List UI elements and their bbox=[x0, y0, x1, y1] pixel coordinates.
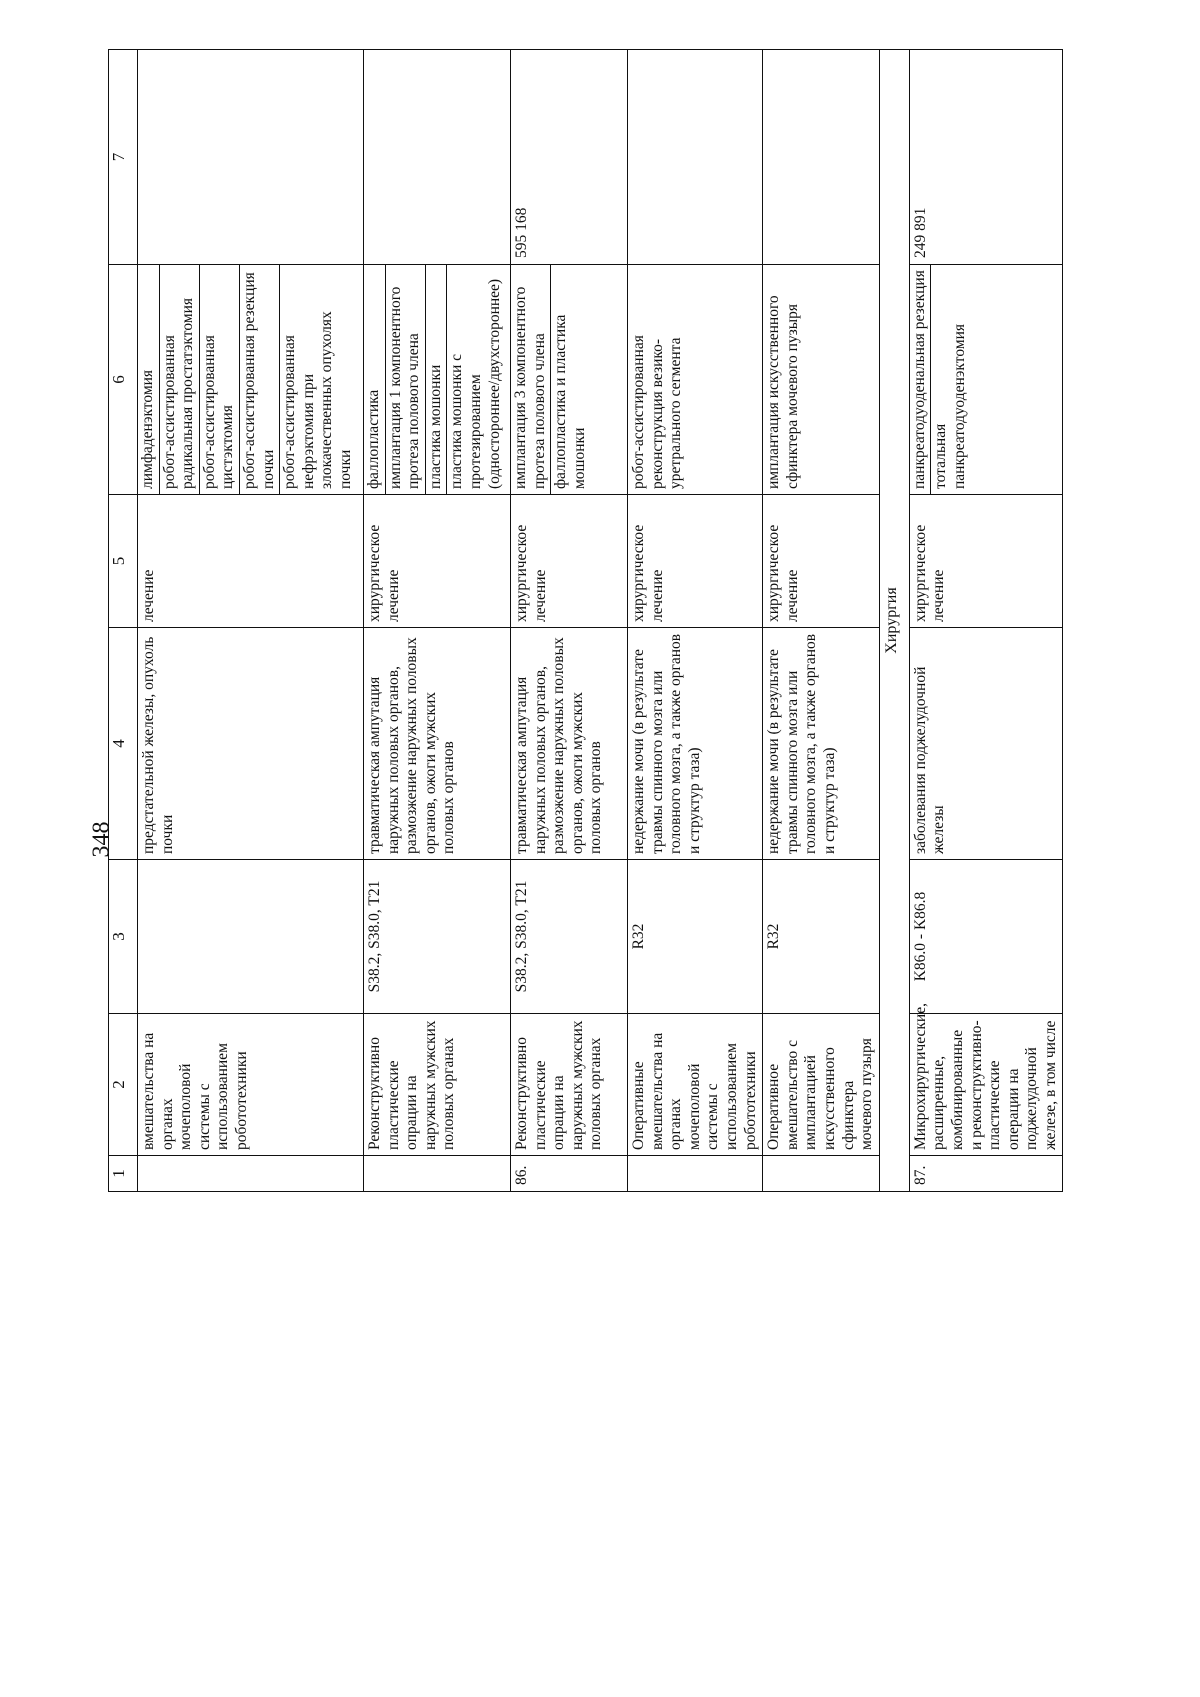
method-item: лимфаденэктомия bbox=[138, 265, 159, 494]
service-name: Микрохирургические, расширенные, комбинированные и реконструктивно-пластические операции на поджелудочной железе, в том числе bbox=[909, 1014, 1063, 1156]
treatment-type: хирургическое лечение bbox=[511, 495, 628, 628]
treatment-methods bbox=[511, 265, 628, 495]
service-name: Оперативные вмешательства на органах мочеполовой системы с использованием робототехники bbox=[628, 1014, 763, 1156]
treatment-methods bbox=[138, 265, 364, 495]
treatment-type: хирургическое лечение bbox=[763, 495, 880, 628]
row-number bbox=[138, 1156, 364, 1192]
method-item: имплантация 3 компонентного протеза полового члена bbox=[511, 265, 551, 494]
services-table bbox=[108, 49, 1063, 1192]
table-row bbox=[364, 50, 511, 1192]
table-row bbox=[511, 50, 628, 1192]
column-header: 4 bbox=[109, 628, 138, 860]
price: 249 891 bbox=[909, 50, 1063, 265]
method-item: пластика мошонки bbox=[425, 265, 447, 494]
icd-codes: S38.2, S38.0, T21 bbox=[364, 860, 511, 1014]
method-item: робот-ассистированная нефрэктомия при злокачественных опухолях почки bbox=[281, 311, 354, 489]
icd-codes: R32 bbox=[763, 860, 880, 1014]
price bbox=[364, 50, 511, 265]
icd-codes bbox=[138, 860, 364, 1014]
section-title: Хирургия bbox=[879, 50, 909, 1192]
column-header: 1 bbox=[109, 1156, 138, 1192]
price bbox=[138, 50, 364, 265]
patient-model: предстательной железы, опухоль почки bbox=[138, 628, 364, 860]
treatment-methods: имплантация искусственного сфинктера мочевого пузыря bbox=[763, 265, 880, 495]
column-header: 6 bbox=[109, 265, 138, 495]
column-header: 7 bbox=[109, 50, 138, 265]
method-item: робот-ассистированная резекция почки bbox=[239, 265, 279, 494]
method-item: тотальная панкреатодуоденэктомия bbox=[932, 323, 968, 489]
treatment-type: лечение bbox=[138, 495, 364, 628]
table-row bbox=[628, 50, 763, 1192]
methods-list bbox=[910, 265, 971, 494]
methods-list bbox=[364, 265, 505, 494]
icd-codes: K86.0 - K86.8 bbox=[909, 860, 1063, 1014]
method-item: робот-ассистированная радикальная простатэктомия bbox=[159, 265, 199, 494]
patient-model: заболевания поджелудочной железы bbox=[909, 628, 1063, 860]
icd-codes: S38.2, S38.0, T21 bbox=[511, 860, 628, 1014]
service-name: Реконструктивно пластические опрации на наружных мужских половых органах bbox=[364, 1014, 511, 1156]
patient-model: травматическая ампутация наружных половых органов, размозжение наружных половых органов, ожоги мужских половых органов bbox=[511, 628, 628, 860]
method-item: имплантация 1 компонентного протеза полового члена bbox=[385, 265, 425, 494]
row-number: 86. bbox=[511, 1156, 628, 1192]
treatment-methods bbox=[909, 265, 1063, 495]
table-row bbox=[909, 50, 1063, 1192]
column-header: 3 bbox=[109, 860, 138, 1014]
column-header: 5 bbox=[109, 495, 138, 628]
treatment-type: хирургическое лечение bbox=[909, 495, 1063, 628]
column-header: 2 bbox=[109, 1014, 138, 1156]
price: 595 168 bbox=[511, 50, 628, 265]
service-name: Оперативное вмешательство с имплантацией искусственного сфинктера мочевого пузыря bbox=[763, 1014, 880, 1156]
patient-model: недержание мочи (в результате травмы спинного мозга или головного мозга, а также органов и структур таза) bbox=[628, 628, 763, 860]
row-number: 87. bbox=[909, 1156, 1063, 1192]
table-row bbox=[138, 50, 364, 1192]
methods-list bbox=[138, 265, 357, 494]
row-number bbox=[763, 1156, 880, 1192]
price bbox=[763, 50, 880, 265]
treatment-type: хирургическое лечение bbox=[364, 495, 511, 628]
row-number bbox=[364, 1156, 511, 1192]
column-header-row bbox=[109, 50, 138, 1192]
service-name: вмешательства на органах мочеполовой системы с использованием робототехники bbox=[138, 1014, 364, 1156]
methods-list bbox=[511, 265, 590, 494]
method-item: фаллопластика и пластика мошонки bbox=[552, 314, 588, 489]
price bbox=[628, 50, 763, 265]
rotated-page bbox=[108, 50, 1059, 1192]
method-item: фаллопластика bbox=[364, 265, 385, 494]
service-name: Реконструктивно пластические опрации на наружных мужских половых органах bbox=[511, 1014, 628, 1156]
method-item: панкреатодуоденальная резекция bbox=[910, 265, 931, 494]
row-number bbox=[628, 1156, 763, 1192]
icd-codes: R32 bbox=[628, 860, 763, 1014]
treatment-methods bbox=[364, 265, 511, 495]
treatment-methods: робот-ассистированная реконструкция везико-уретрального сегмента bbox=[628, 265, 763, 495]
patient-model: недержание мочи (в результате травмы спинного мозга или головного мозга, а также органов и структур таза) bbox=[763, 628, 880, 860]
method-item: пластика мошонки с протезированием (одностороннее/двухстороннее) bbox=[448, 278, 503, 489]
patient-model: травматическая ампутация наружных половых органов, размозжение наружных половых органов, ожоги мужских половых органов bbox=[364, 628, 511, 860]
treatment-type: хирургическое лечение bbox=[628, 495, 763, 628]
method-item: робот-ассистированная цистэктомия bbox=[199, 265, 239, 494]
table-row bbox=[763, 50, 880, 1192]
page-number: 348 bbox=[88, 821, 115, 858]
section-row bbox=[879, 50, 909, 1192]
